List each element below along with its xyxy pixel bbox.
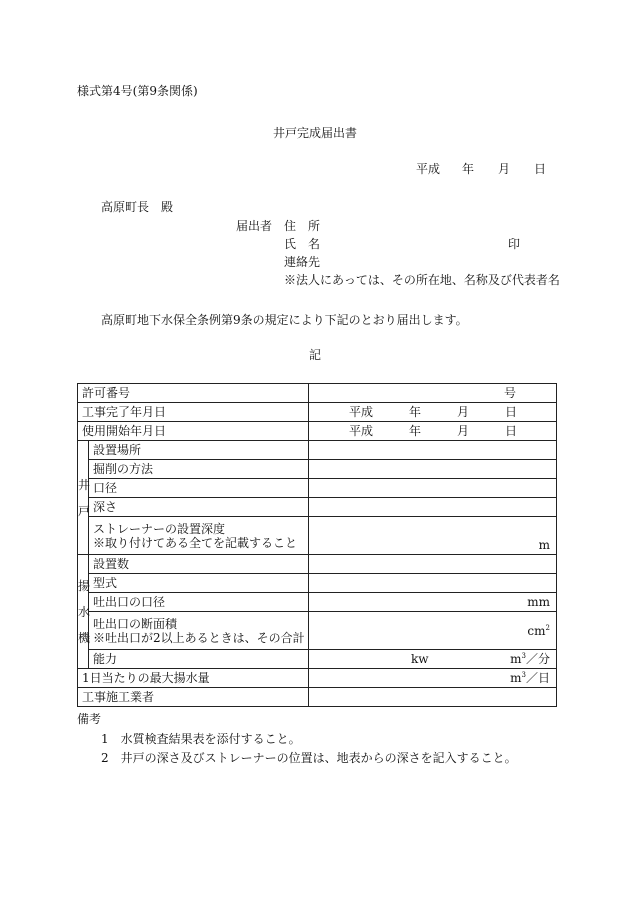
well-method-label: 掘削の方法 <box>89 460 309 479</box>
completion-date-field[interactable] <box>309 403 557 422</box>
date-day: 日 <box>534 162 547 176</box>
row-contractor <box>78 688 557 707</box>
date-era: 平成 <box>416 162 441 176</box>
completion-era: 平成 <box>349 405 374 419</box>
well-group-label <box>78 441 89 555</box>
name-label: 氏 名 <box>284 237 321 251</box>
date-month: 月 <box>498 162 511 176</box>
date-year: 年 <box>462 162 475 176</box>
row-max-daily <box>78 669 557 688</box>
completion-year: 年 <box>409 405 422 419</box>
completion-date-label: 工事完了年月日 <box>78 403 309 422</box>
start-date-field[interactable] <box>309 422 557 441</box>
well-method-field[interactable] <box>309 460 557 479</box>
pump-char-2: 水 <box>78 604 91 619</box>
start-date-label: 使用開始年月日 <box>78 422 309 441</box>
pump-model-label: 型式 <box>89 574 309 593</box>
applicant-label: 届出者 <box>236 219 273 233</box>
pump-model-field[interactable] <box>309 574 557 593</box>
completion-month: 月 <box>457 405 470 419</box>
pump-count-label: 設置数 <box>89 555 309 574</box>
row-outlet-diameter <box>78 593 557 612</box>
outlet-diameter-unit: mm <box>527 595 550 609</box>
strainer-unit: m <box>538 538 550 552</box>
well-diameter-label: 口径 <box>89 479 309 498</box>
document-title: 井戸完成届出書 <box>272 126 357 140</box>
well-form-table <box>77 383 557 707</box>
form-number: 様式第4号(第9条関係) <box>77 84 198 98</box>
permit-unit: 号 <box>503 386 516 400</box>
capacity-kw-unit: kw <box>411 652 429 666</box>
well-depth-label: 深さ <box>89 498 309 517</box>
completion-day: 日 <box>505 405 518 419</box>
well-char-2: 戸 <box>78 503 91 518</box>
start-day: 日 <box>505 424 518 438</box>
outlet-area-unit: $cm^2$ <box>527 624 550 638</box>
outlet-area-field[interactable] <box>309 612 557 650</box>
well-char-1: 井 <box>78 477 91 492</box>
row-pump-capacity <box>78 650 557 669</box>
well-diameter-field[interactable] <box>309 479 557 498</box>
capacity-flow-unit: $m^3/$分 <box>510 652 550 666</box>
max-daily-unit: $m^3/$日 <box>510 671 550 685</box>
row-strainer-depth <box>78 517 557 555</box>
well-location-field[interactable] <box>309 441 557 460</box>
contractor-field[interactable] <box>309 688 557 707</box>
addressee: 高原町長 殿 <box>101 200 174 214</box>
row-well-depth <box>78 498 557 517</box>
row-well-method <box>78 460 557 479</box>
corporate-note: ※法人にあっては、その所在地、名称及び代表者名 <box>284 273 560 287</box>
strainer-depth-field[interactable] <box>309 517 557 555</box>
pump-count-field[interactable] <box>309 555 557 574</box>
address-label: 住 所 <box>284 219 321 233</box>
well-depth-field[interactable] <box>309 498 557 517</box>
remark-item: 2 井戸の深さ及びストレーナーの位置は、地表からの深さを記入すること。 <box>101 751 517 765</box>
permit-number-label: 許可番号 <box>78 384 309 403</box>
contractor-label: 工事施工業者 <box>78 688 309 707</box>
max-daily-field[interactable] <box>309 669 557 688</box>
outlet-diameter-field[interactable] <box>309 593 557 612</box>
outlet-area-line-1: 吐出口の断面積 <box>93 616 178 631</box>
strainer-depth-label <box>89 517 309 555</box>
permit-number-field[interactable] <box>309 384 557 403</box>
outlet-area-label <box>89 612 309 650</box>
start-era: 平成 <box>349 424 374 438</box>
contact-label: 連絡先 <box>284 255 321 269</box>
strainer-line-2: ※取り付けてある全てを記載すること <box>93 535 298 550</box>
row-well-location <box>78 441 557 460</box>
well-location-label: 設置場所 <box>89 441 309 460</box>
start-month: 月 <box>457 424 470 438</box>
row-completion-date <box>78 403 557 422</box>
outlet-area-line-2: ※吐出口が2以上あるときは、その合計 <box>93 630 305 645</box>
seal-mark: 印 <box>508 237 521 251</box>
strainer-line-1: ストレーナーの設置深度 <box>93 521 226 536</box>
start-year: 年 <box>409 424 422 438</box>
ki-heading: 記 <box>308 348 321 362</box>
row-outlet-area <box>78 612 557 650</box>
remarks-title: 備考 <box>77 712 102 726</box>
row-pump-count <box>78 555 557 574</box>
row-start-date <box>78 422 557 441</box>
row-well-diameter <box>78 479 557 498</box>
row-permit-number <box>78 384 557 403</box>
outlet-diameter-label: 吐出口の口径 <box>89 593 309 612</box>
pump-capacity-field[interactable] <box>309 650 557 669</box>
pump-char-1: 揚 <box>78 578 91 593</box>
row-pump-model <box>78 574 557 593</box>
pump-char-3: 機 <box>78 630 91 645</box>
remark-item: 1 水質検査結果表を添付すること。 <box>101 732 301 746</box>
pump-group-label <box>78 555 89 669</box>
pump-capacity-label: 能力 <box>89 650 309 669</box>
body-text: 高原町地下水保全条例第9条の規定により下記のとおり届出します。 <box>101 313 468 327</box>
max-daily-label: 1日当たりの最大揚水量 <box>78 669 309 688</box>
